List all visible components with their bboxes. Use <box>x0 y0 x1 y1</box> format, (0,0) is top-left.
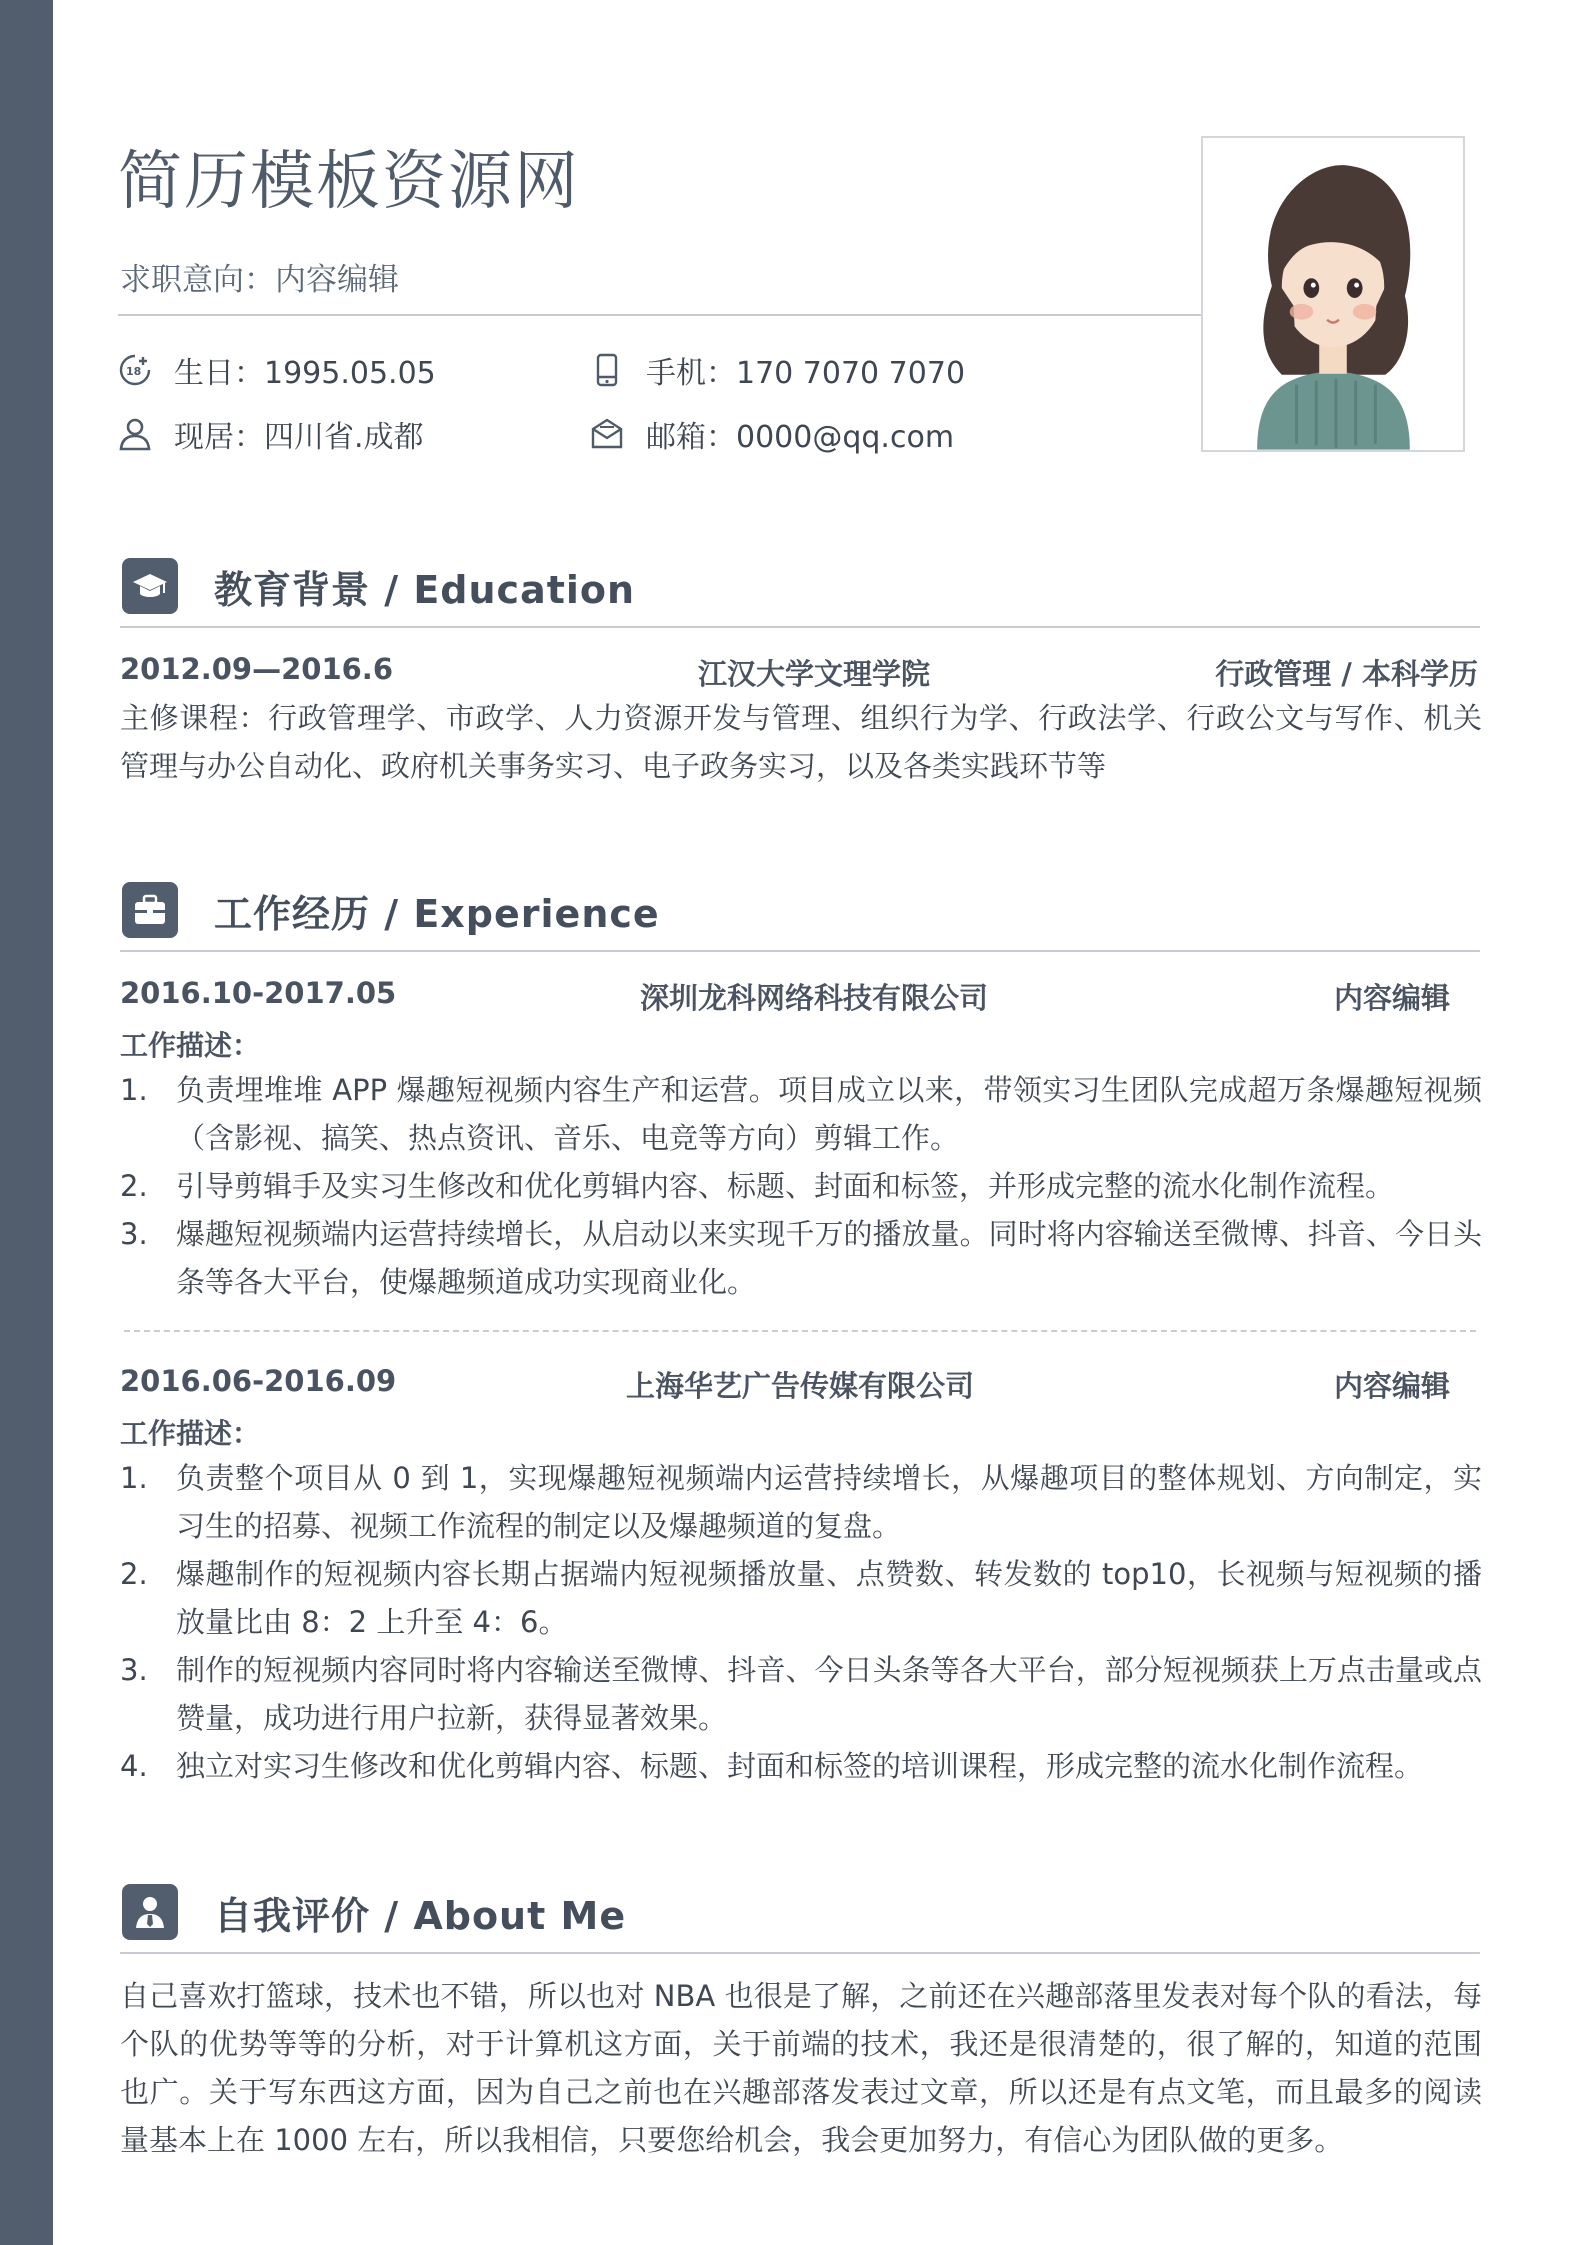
profile-photo <box>1201 136 1465 452</box>
education-row <box>120 652 1478 692</box>
list-item: 3. 制作的短视频内容同时将内容输送至微博、抖音、今日头条等各大平台，部分短视频获上万点击量或点赞量，成功进行用户拉新，获得显著效果。 <box>120 1653 1482 1735</box>
location-text: 现居：四川省.成都 <box>174 420 424 455</box>
job-row <box>120 1364 1478 1404</box>
education-major: 行政管理 / 本科学历 <box>1215 657 1478 691</box>
age-18-icon <box>118 353 152 387</box>
info-birthday <box>118 350 436 390</box>
about-text: 自己喜欢打篮球，技术也不错，所以也对 NBA 也很是了解，之前还在兴趣部落里发表对每个队的看法，每个队的优势等等的分析，对于计算机这方面，关于前端的技术，我还是很清楚的，很了解的，知道的范围也广。关于写东西这方面，因为自己之前也在兴趣部落发表过文章，所以还是有点文笔，而且最多的阅读量基本上在 1000 左右，所以我相信，只要您给机会，我会更加努力，有信心为团队做的更多。 <box>120 1979 1482 2157</box>
experience-title: 工作经历 / Experience <box>214 891 660 936</box>
svg-text:18: 18 <box>126 365 142 378</box>
job-role: 内容编辑 <box>1334 981 1451 1015</box>
section-header-about <box>122 1882 626 1942</box>
mail-icon <box>590 417 624 451</box>
person-icon <box>118 417 152 451</box>
list-item: 4. 独立对实习生修改和优化剪辑内容、标题、封面和标签的培训课程，形成完整的流水化制作流程。 <box>120 1749 1424 1783</box>
about-divider <box>120 1952 1480 1954</box>
education-school: 江汉大学文理学院 <box>698 657 931 691</box>
header-divider <box>118 314 1206 316</box>
person-tie-icon <box>122 1884 178 1940</box>
list-item: 2. 引导剪辑手及实习生修改和优化剪辑内容、标题、封面和标签，并形成完整的流水化制作流程。 <box>120 1169 1395 1203</box>
list-item: 1. 负责埋堆堆 APP 爆趣短视频内容生产和运营。项目成立以来，带领实习生团队完成超万条爆趣短视频（含影视、搞笑、热点资讯、音乐、电竞等方向）剪辑工作。 <box>120 1073 1482 1155</box>
job-desc-list <box>120 1066 1482 1306</box>
education-divider <box>120 626 1480 628</box>
phone-icon <box>590 353 624 387</box>
job-desc-list <box>120 1454 1482 1790</box>
job-company: 上海华艺广告传媒有限公司 <box>626 1369 975 1403</box>
page-title: 简历模板资源网 <box>118 145 580 219</box>
briefcase-icon <box>122 882 178 938</box>
info-email <box>590 414 954 454</box>
job-intent: 求职意向：内容编辑 <box>120 262 399 298</box>
list-item: 1. 负责整个项目从 0 到 1，实现爆趣短视频端内运营持续增长，从爆趣项目的整体规划、方向制定，实习生的招募、视频工作流程的制定以及爆趣频道的复盘。 <box>120 1461 1482 1543</box>
job-date: 2016.06-2016.09 <box>120 1364 397 1398</box>
job-desc-label: 工作描述： <box>120 1029 261 1062</box>
education-courses: 主修课程：行政管理学、市政学、人力资源开发与管理、组织行为学、行政法学、行政公文与写作、机关管理与办公自动化、政府机关事务实习、电子政务实习，以及各类实践环节等 <box>120 701 1482 783</box>
list-item: 3. 爆趣短视频端内运营持续增长，从启动以来实现千万的播放量。同时将内容输送至微博、抖音、今日头条等各大平台，使爆趣频道成功实现商业化。 <box>120 1217 1482 1299</box>
job-separator <box>124 1330 1476 1332</box>
phone-text: 手机：170 7070 7070 <box>646 356 966 391</box>
section-header-experience <box>122 880 660 940</box>
job-role: 内容编辑 <box>1334 1369 1451 1403</box>
left-sidebar-band <box>0 0 53 2245</box>
job-row <box>120 976 1478 1016</box>
job-company: 深圳龙科网络科技有限公司 <box>640 981 989 1015</box>
job-desc-label: 工作描述： <box>120 1417 261 1450</box>
list-item: 2. 爆趣制作的短视频内容长期占据端内短视频播放量、点赞数、转发数的 top10，长视频与短视频的播放量比由 8：2 上升至 4：6。 <box>120 1557 1482 1639</box>
experience-divider <box>120 950 1480 952</box>
education-title: 教育背景 / Education <box>214 567 636 612</box>
about-title: 自我评价 / About Me <box>214 1893 627 1938</box>
avatar-illustration <box>1203 138 1463 450</box>
info-phone <box>590 350 965 390</box>
email-text: 邮箱：0000@qq.com <box>646 420 955 455</box>
education-date: 2012.09—2016.6 <box>120 652 393 686</box>
section-header-education <box>122 556 635 616</box>
job-date: 2016.10-2017.05 <box>120 976 397 1010</box>
info-location <box>118 414 424 454</box>
graduation-cap-icon <box>122 558 178 614</box>
birthday-text: 生日：1995.05.05 <box>174 356 436 391</box>
